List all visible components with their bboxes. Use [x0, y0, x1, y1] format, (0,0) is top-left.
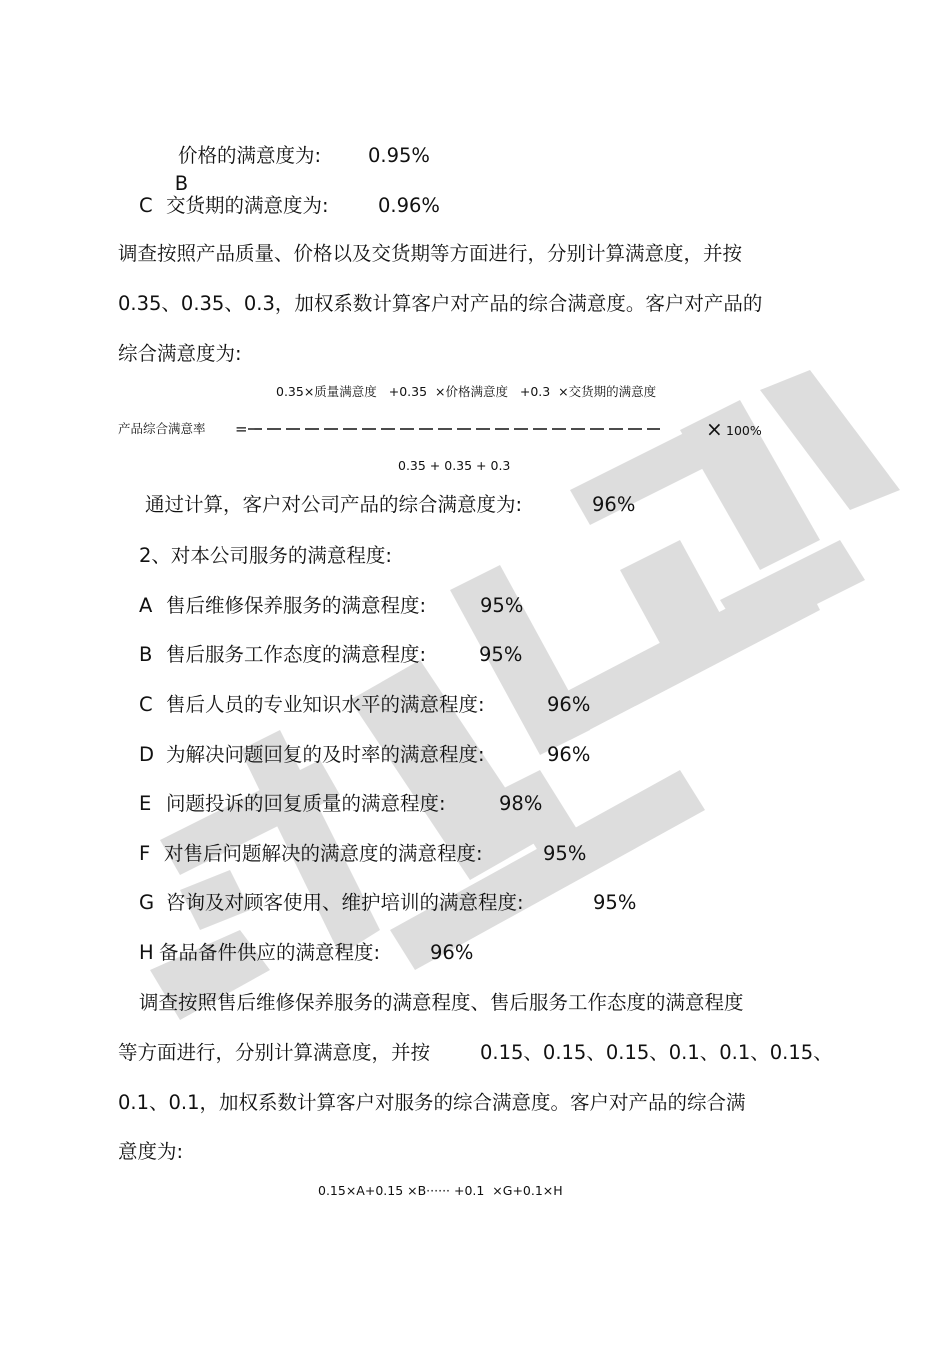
formula-numerator: 0.35×质量满意度 +0.35 ×价格满意度 +0.3 ×交货期的满意度 [276, 384, 657, 399]
paragraph-line: 意度为: [118, 1140, 184, 1163]
times-sign: × [706, 417, 723, 441]
product-item-value: 0.95% [368, 144, 430, 167]
service-item-label: 售后人员的专业知识水平的满意程度: [166, 693, 485, 716]
fraction-bar [248, 420, 660, 438]
service-item-letter: G [139, 891, 155, 914]
service-item-label: 对售后问题解决的满意度的满意程度: [164, 842, 483, 865]
service-item-value: 96% [547, 743, 591, 766]
paragraph-weights: 0.15、0.15、0.15、0.1、0.1、0.15、 [480, 1041, 833, 1064]
service-item-value: 96% [547, 693, 591, 716]
service-item-label: 售后维修保养服务的满意程度: [166, 594, 427, 617]
service-formula-numerator: 0.15×A+0.15 ×B······ +0.1 ×G+0.1×H [318, 1183, 563, 1198]
service-item-label: 备品备件供应的满意程度: [159, 941, 381, 964]
formula-lhs: 产品综合满意率 [118, 421, 206, 436]
service-item-value: 95% [479, 643, 523, 666]
paragraph-line: 等方面进行，分别计算满意度，并按 [118, 1041, 431, 1064]
paragraph-line: 调查按照产品质量、价格以及交货期等方面进行，分别计算满意度，并按 [118, 242, 743, 265]
service-item-letter: F [139, 842, 151, 865]
service-item-letter: H [139, 941, 154, 964]
service-item-value: 95% [480, 594, 524, 617]
service-item-letter: B [139, 643, 153, 666]
product-item-value: 0.96% [378, 194, 440, 217]
service-item-label: 为解决问题回复的及时率的满意程度: [166, 743, 485, 766]
service-item-label: 售后服务工作态度的满意程度: [166, 643, 427, 666]
product-result-value: 96% [592, 493, 636, 516]
service-item-value: 98% [499, 792, 543, 815]
formula-percent: 100% [726, 423, 762, 438]
service-item-label: 问题投诉的回复质量的满意程度: [166, 792, 446, 815]
product-item-label: 交货期的满意度为: [166, 194, 329, 217]
service-item-value: 96% [430, 941, 474, 964]
service-item-value: 95% [593, 891, 637, 914]
formula-denominator: 0.35 + 0.35 + 0.3 [398, 458, 511, 473]
product-item-c-letter: C [139, 194, 153, 217]
product-item-label: 价格的满意度为: [178, 144, 322, 167]
section-heading: 2、对本公司服务的满意程度: [139, 544, 392, 567]
service-item-letter: A [139, 594, 153, 617]
paragraph-line: 综合满意度为: [118, 342, 242, 365]
paragraph-line: 0.1、0.1，加权系数计算客户对服务的综合满意度。客户对产品的综合满 [118, 1091, 746, 1114]
service-item-value: 95% [543, 842, 587, 865]
paragraph-line: 调查按照售后维修保养服务的满意程度、售后服务工作态度的满意程度 [139, 991, 744, 1014]
service-item-label: 咨询及对顾客使用、维护培训的满意程度: [166, 891, 524, 914]
paragraph-line: 0.35、0.35、0.3，加权系数计算客户对产品的综合满意度。客户对产品的 [118, 292, 763, 315]
service-item-letter: E [139, 792, 152, 815]
service-item-letter: C [139, 693, 153, 716]
service-item-letter: D [139, 743, 155, 766]
formula-equals: = [235, 420, 248, 438]
product-result-label: 通过计算，客户对公司产品的综合满意度为: [145, 493, 523, 516]
item-letter: B [174, 172, 189, 195]
